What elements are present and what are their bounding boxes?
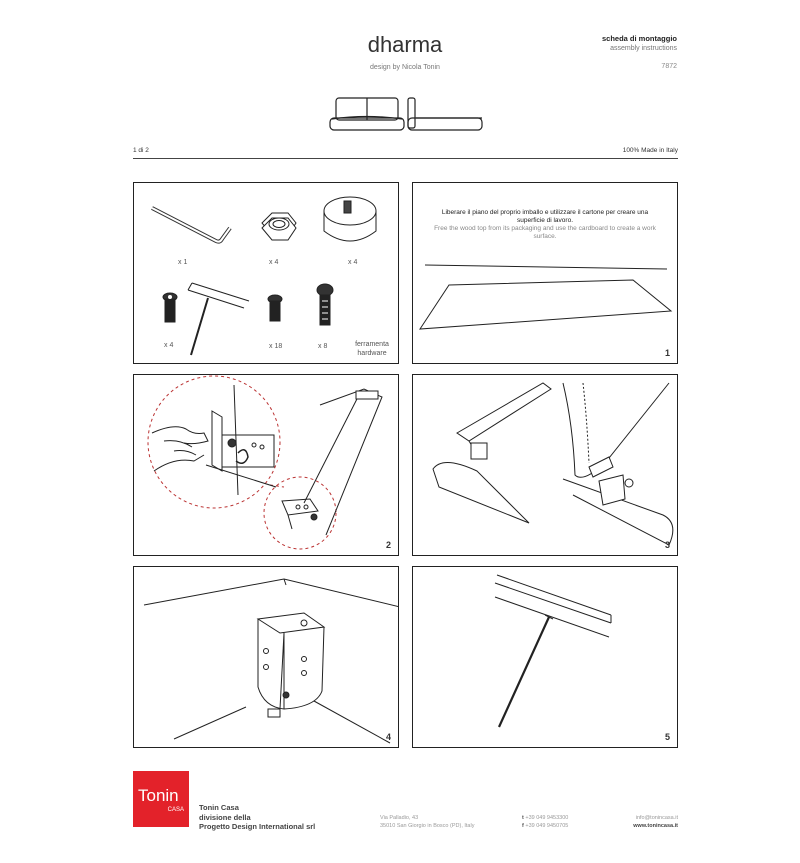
wood-panel-icon (433, 462, 673, 545)
hardware-label (347, 340, 397, 358)
step-5-number: 5 (664, 732, 670, 742)
company-parent: Progetto Design International srl (199, 822, 316, 831)
short-screw-icon (268, 295, 282, 321)
headboard-icon (563, 383, 669, 477)
top-edge-detail-icon (188, 283, 249, 355)
fax-number: +39 049 9450705 (525, 823, 569, 829)
rail-top-icon (497, 575, 611, 615)
header-divider (133, 158, 678, 159)
page-number: 1 di 2 (133, 147, 149, 154)
hex-nut-icon (262, 213, 296, 240)
company-division: divisione della (199, 812, 251, 822)
step-3-panel (412, 374, 678, 556)
made-in-italy: 100% Made in Italy (622, 147, 678, 154)
step-2-panel (133, 374, 399, 556)
step-2-number: 2 (385, 540, 391, 550)
qty-bolt-long: x 4 (164, 342, 174, 349)
hardware-panel (133, 182, 399, 364)
step-1-number: 1 (664, 348, 670, 358)
email-link[interactable]: info@tonincasa.it (635, 815, 678, 821)
corner-bracket-icon (589, 457, 633, 505)
frame-rail-icon (457, 383, 551, 459)
step-1-panel (412, 182, 678, 364)
phone-f-label: f (522, 823, 524, 829)
product-code: 7872 (661, 63, 677, 70)
screw-line-icon (499, 617, 549, 727)
phone-number: +39 049 9453300 (525, 815, 569, 821)
corner-leg-icon (258, 613, 324, 717)
step-4-panel (133, 566, 399, 748)
phone-t-label: t (522, 815, 524, 821)
designer-credit: design by Nicola Tonin (370, 64, 440, 71)
round-cap-icon (324, 197, 376, 241)
frame-top-edge-icon (144, 579, 399, 607)
hardware-label-it: ferramenta (355, 341, 389, 348)
qty-nut: x 4 (269, 259, 279, 266)
address-line-1: Via Palladio, 43 (380, 815, 419, 821)
company-phone (522, 814, 568, 830)
qty-cap: x 4 (348, 259, 358, 266)
step-3-number: 3 (664, 540, 670, 550)
company-name: Tonin Casa (199, 803, 239, 812)
step-1-text-en: Free the wood top from its packaging and use the cardboard to create a work surface. (434, 225, 656, 240)
socket-bolt-icon (163, 293, 177, 322)
bracket-screw-icon (206, 385, 276, 495)
address-line-2: 35010 San Giorgio in Bosco (PD), Italy (380, 823, 475, 829)
company-web (633, 814, 678, 830)
wood-board-icon (304, 389, 382, 535)
step-1-text-it: Liberare il piano del proprio imballo e utilizzare il cartone per creare una superficie di lavoro. (441, 209, 649, 224)
cardboard-sheet-icon (420, 280, 671, 329)
wood-top-edge-icon (425, 265, 667, 269)
logo-sub: CASA (167, 807, 184, 813)
document-type-en: assembly instructions (610, 45, 677, 52)
company-address (380, 814, 474, 830)
product-drawing (328, 94, 488, 136)
tonin-casa-logo (133, 771, 189, 827)
qty-screw-short: x 18 (269, 343, 283, 350)
company-info (199, 803, 315, 832)
step-4-number: 4 (385, 732, 391, 742)
document-type: scheda di montaggio (601, 34, 677, 43)
qty-screw-long: x 8 (318, 343, 328, 350)
hardware-label-en: hardware (357, 350, 387, 357)
detail-circle-icon (148, 376, 280, 508)
step-5-panel (412, 566, 678, 748)
logo-name: Tonin (138, 786, 179, 805)
qty-wrench: x 1 (178, 259, 188, 266)
long-screw-icon (317, 284, 333, 325)
product-title: dharma (367, 32, 443, 57)
bracket-detail-icon (282, 499, 318, 529)
website-link[interactable]: www.tonincasa.it (633, 823, 678, 829)
hand-icon (152, 427, 208, 471)
